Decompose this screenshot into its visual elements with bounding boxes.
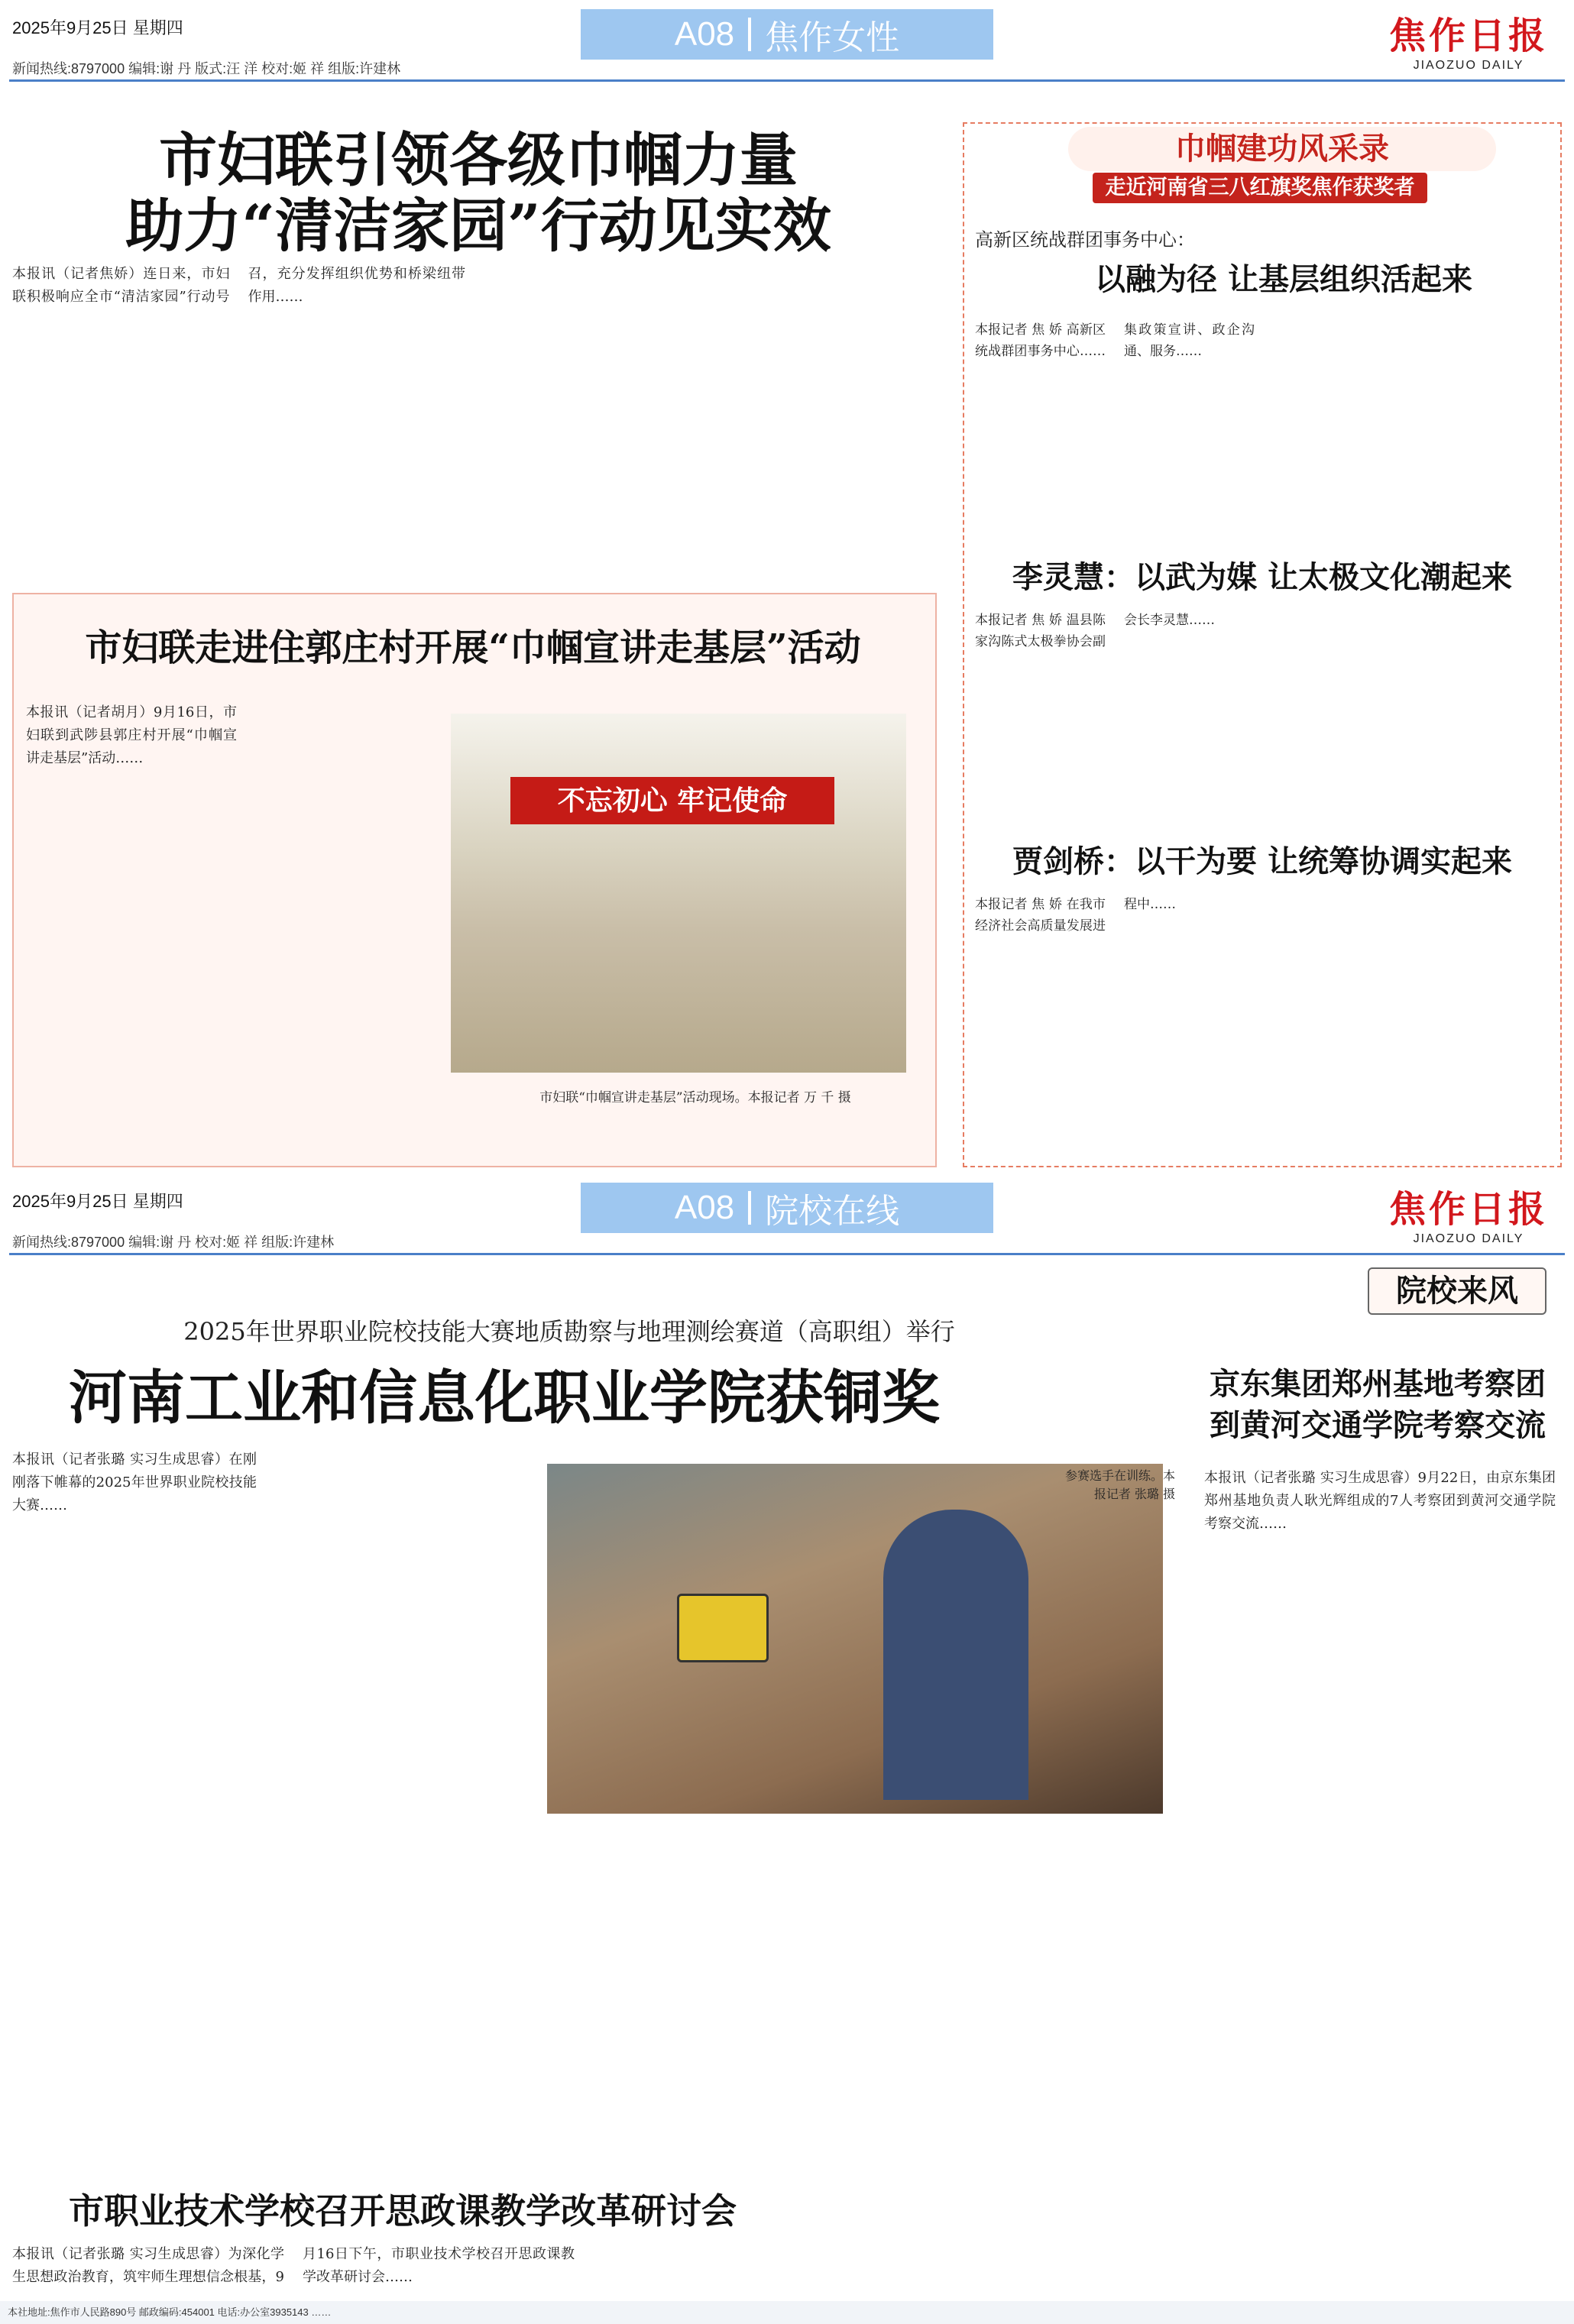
photo-banner: 不忘初心 牢记使命 — [510, 777, 834, 824]
side-kicker: 高新区统战群团事务中心： — [975, 229, 1195, 251]
section-divider — [748, 18, 751, 51]
masthead-rule — [9, 1253, 1565, 1255]
feature-body: 本报讯（记者胡月）9月16日，市妇联到武陟县郭庄村开展“巾帼宣讲走基层”活动…… — [26, 704, 237, 766]
right-body: 本报讯（记者张璐 实习生成思睿）9月22日，由京东集团郑州基地负责人耿光辉组成的7人考察团到黄河交通学院考察交流…… — [1204, 1470, 1556, 1532]
feature-photo — [451, 714, 906, 1073]
section-title: 院校在线 — [765, 1193, 900, 1230]
sidebar-tag: 巾帼建功风采录 — [1068, 127, 1496, 171]
date: 2025年9月25日 星期四 — [12, 1192, 183, 1211]
side-body-1: 本报记者 焦 娇 高新区统战群团事务中心…… 集政策宣讲、政企沟通、服务…… — [975, 322, 1255, 359]
masthead-meta: 新闻热线:8797000 编辑:谢 丹 校对:姬 祥 组版:许建林 — [12, 1235, 335, 1250]
page-bottom — [0, 1173, 1574, 2324]
footer: 本社地址:焦作市人民路890号 邮政编码:454001 电话:办公室3935143 …… — [0, 2301, 1574, 2324]
bottom-photo — [547, 1464, 1163, 1814]
newspaper-logo — [1389, 1180, 1548, 1246]
section-code: A08 — [674, 15, 735, 53]
section-divider — [748, 1191, 751, 1225]
logo-en: JIAOZUO DAILY — [1413, 1232, 1524, 1245]
side-headline-2: 李灵慧：以武为媒 让太极文化潮起来 — [1012, 559, 1512, 595]
masthead-rule — [9, 79, 1565, 82]
side-body-2: 本报记者 焦 娇 温县陈家沟陈式太极拳协会副会长李灵慧…… — [975, 613, 1215, 649]
side-headline-1: 以融为径 让基层组织活起来 — [1095, 261, 1472, 297]
lead-title-1: 市妇联引领各级巾帼力量 — [159, 126, 798, 194]
right-title-1: 京东集团郑州基地考察团 — [1210, 1366, 1546, 1402]
bottom-subbody: 本报讯（记者张璐 实习生成思睿）为深化学生思想政治教育，筑牢师生理想信念根基，9月16日下午，市职业技术学校召开思政课教学改革研讨会…… — [12, 2246, 575, 2285]
bottom-kicker: 2025年世界职业院校技能大赛地质勘察与地理测绘赛道（高职组）举行 — [183, 1317, 955, 1346]
section-title: 焦作女性 — [765, 19, 900, 57]
feature-title: 市妇联走进住郭庄村开展“巾帼宣讲走基层”活动 — [85, 626, 861, 669]
side-headline-3: 贾剑桥：以干为要 让统筹协调实起来 — [1012, 843, 1512, 879]
bottom-photo-caption: 参赛选手在训练。本报记者 张璐 摄 — [1064, 1468, 1175, 1501]
sidebar-subtag: 走近河南省三八红旗奖焦作获奖者 — [1093, 173, 1427, 203]
side-body-3: 本报记者 焦 娇 在我市经济社会高质量发展进程中…… — [975, 897, 1176, 934]
masthead-meta: 新闻热线:8797000 编辑:谢 丹 版式:汪 洋 校对:姬 祥 组版:许建林 — [12, 61, 401, 76]
bottom-subtitle: 市职业技术学校召开思政课教学改革研讨会 — [69, 2190, 737, 2232]
right-title-2: 到黄河交通学院考察交流 — [1210, 1407, 1546, 1443]
photo-caption: 市妇联“巾帼宣讲走基层”活动现场。本报记者 万 千 摄 — [539, 1090, 851, 1105]
bottom-title: 河南工业和信息化职业学院获铜奖 — [69, 1364, 940, 1432]
logo-cn: 焦作日报 — [1388, 1188, 1548, 1231]
student-figure — [883, 1510, 1028, 1800]
lead-body: 本报讯（记者焦娇）连日来，市妇联积极响应全市“清洁家园”行动号召，充分发挥组织优势和桥梁纽带作用…… — [12, 266, 465, 305]
logo-cn: 焦作日报 — [1388, 15, 1548, 57]
school-news-tag: 院校来风 — [1368, 1267, 1546, 1315]
date: 2025年9月25日 星期四 — [12, 18, 183, 37]
newspaper-logo — [1389, 6, 1548, 73]
logo-en: JIAOZUO DAILY — [1413, 59, 1524, 72]
section-banner — [581, 1183, 993, 1233]
lead-title-2: 助力“清洁家园”行动见实效 — [125, 192, 831, 260]
section-code: A08 — [674, 1189, 735, 1226]
section-banner — [581, 9, 993, 60]
survey-instrument — [677, 1594, 769, 1662]
bottom-body: 本报讯（记者张璐 实习生成思睿）在刚刚落下帷幕的2025年世界职业院校技能大赛…… — [12, 1452, 257, 1513]
